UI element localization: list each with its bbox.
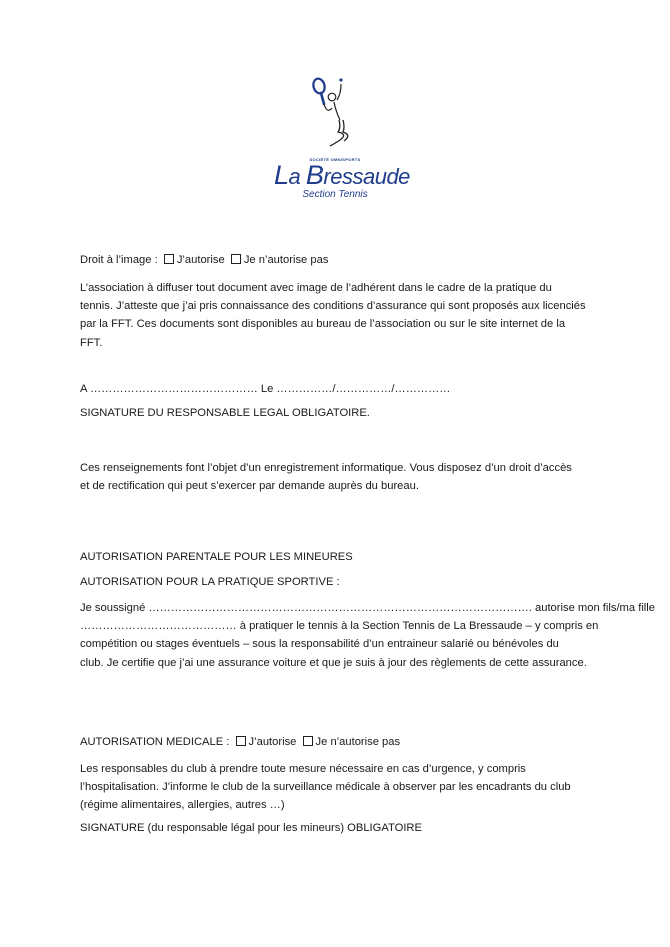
image-rights-paragraph [80,279,600,352]
paragraph-line: FFT. [80,336,103,349]
image-rights-yes-checkbox[interactable] [164,254,174,264]
legal-signature-label: SIGNATURE DU RESPONSABLE LEGAL OBLIGATOIRE. [80,407,370,419]
sport-authorization-heading: AUTORISATION POUR LA PRATIQUE SPORTIVE : [80,576,340,588]
logo-subtitle: Section Tennis [302,189,368,200]
club-logo [270,74,410,206]
medical-no-checkbox[interactable] [303,736,313,746]
image-rights-no-label: Je n’autorise pas [243,254,329,266]
parental-heading: AUTORISATION PARENTALE POUR LES MINEURES [80,551,353,563]
medical-no-label: Je n’autorise pas [315,736,401,748]
image-rights-row [80,251,328,269]
logo-club-name: La Bressaude [274,160,410,190]
paragraph-line: Je soussigné …………………………………………………………………………………………. autorise mon fils/ma fille [80,602,655,614]
logo-tagline: SOCIÉTÉ OMNISPORTS [309,157,361,162]
image-rights-no-checkbox[interactable] [231,254,241,264]
data-notice-paragraph [80,459,600,495]
paragraph-line: et de rectification qui peut s’exercer par demande auprès du bureau. [80,480,419,493]
image-rights-label: Droit à l’image : [80,254,158,266]
paragraph-line: L’association à diffuser tout document avec image de l’adhérent dans le cadre de la pratique du [80,282,552,294]
paragraph-line: compétition ou stages éventuels – sous la responsabilité d’un entraineur salarié ou bénévoles du [80,638,559,651]
paragraph-line: Ces renseignements font l’objet d’un enregistrement informatique. Vous disposez d’un droit d’accès [80,462,572,474]
paragraph-line: …………………………………… à pratiquer le tennis à la Section Tennis de La Bressaude – y compris en [80,620,599,633]
paragraph-line: tennis. J’atteste que j’ai pris connaissance des conditions d’assurance qui sont proposés aux licenciés [80,300,586,313]
paragraph-line: (régime alimentaires, allergies, autres …) [80,799,285,812]
medical-authorization-row [80,733,400,751]
parental-paragraph [80,599,655,672]
place-date-line[interactable]: A ……………………………………… Le ……………/……………/…………… [80,383,451,395]
tennis-player-icon [270,74,400,158]
medical-yes-label: J’autorise [248,736,297,748]
image-rights-yes-label: J’autorise [176,254,225,266]
paragraph-line: Les responsables du club à prendre toute mesure nécessaire en cas d’urgence, y compris [80,763,526,775]
medical-signature-label: SIGNATURE (du responsable légal pour les mineurs) OBLIGATOIRE [80,822,422,834]
medical-label: AUTORISATION MEDICALE : [80,736,230,748]
paragraph-line: par la FFT. Ces documents sont disponibles au bureau de l’association ou sur le site internet de la [80,318,566,331]
medical-yes-checkbox[interactable] [236,736,246,746]
medical-paragraph [80,760,600,815]
paragraph-line: l’hospitalisation. J’informe le club de la surveillance médicale à observer par les encadrants du club [80,781,571,794]
paragraph-line: club. Je certifie que j’ai une assurance voiture et que je suis à jour des règlements de cette assurance. [80,656,587,669]
